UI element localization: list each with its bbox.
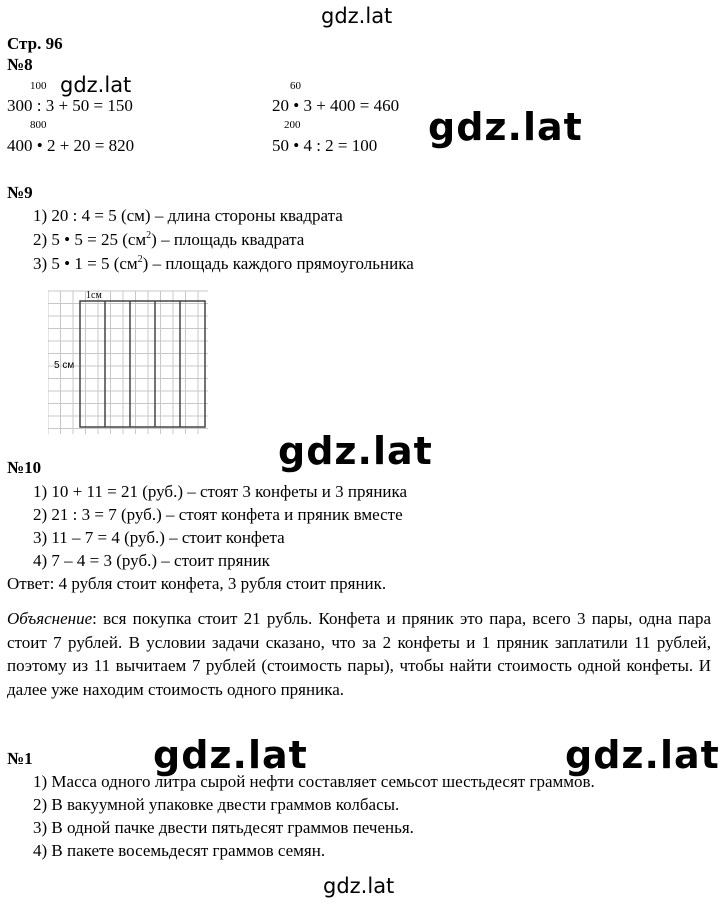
task8-intermediate-3: 60: [290, 80, 301, 92]
task1-sentence-4: 4) В пакете восемьдесят граммов семян.: [33, 841, 326, 860]
task8-equation-4: 50 • 4 : 2 = 100: [272, 136, 378, 155]
task8-intermediate-1: 100: [30, 80, 47, 92]
task8-intermediate-2: 800: [30, 119, 47, 131]
task9-step-3: 3) 5 • 1 = 5 $(см^2)$ – площадь каждого прямоугольника: [33, 254, 414, 273]
task1-number: №1: [7, 749, 33, 768]
watermark-center: gdz.lat: [278, 429, 433, 473]
task8-equation-3: 20 • 3 + 400 = 460: [272, 96, 400, 115]
task9-step-1: 1) 20 : 4 = 5 (см) – длина стороны квадрата: [33, 206, 343, 225]
watermark-right: gdz.lat: [565, 733, 720, 777]
task8-number: №8: [7, 55, 33, 74]
task8-equation-2: 400 • 2 + 20 = 820: [7, 136, 135, 155]
task10-number: №10: [7, 458, 42, 477]
explanation-text: : вся покупка стоит 21 рубль. Конфета и пряник это пара, всего 3 пары, одна пара стоит 7 рублей. В условии задачи сказано, что за 2 конфеты и 1 пряник заплатили 11 рублей, поэтому из 11 вычитаем 7 рублей (стоимость пары), чтобы найти стоимость одной конфеты. И далее уже находим стоимость одного пряника.: [7, 609, 711, 699]
watermark-large: gdz.lat: [428, 105, 583, 149]
task10-step-1: 1) 10 + 11 = 21 (руб.) – стоят 3 конфеты и 3 пряника: [33, 482, 408, 501]
task10-step-2: 2) 21 : 3 = 7 (руб.) – стоят конфета и пряник вместе: [33, 505, 403, 524]
task1-sentence-3: 3) В одной пачке двести пятьдесят граммов печенья.: [33, 818, 414, 837]
grid-top-label: 1см: [86, 290, 102, 301]
task10-step-4: 4) 7 – 4 = 3 (руб.) – стоит пряник: [33, 551, 270, 570]
watermark-top: gdz.lat: [321, 4, 393, 28]
square-outline: [80, 301, 205, 427]
task9-step-2: 2) 5 • 5 = 25 $(см^2)$ – площадь квадрата: [33, 230, 305, 249]
grid-side-label: 5 см: [54, 360, 75, 371]
task9-number: №9: [7, 183, 33, 202]
watermark-left: gdz.lat: [153, 733, 308, 777]
square-grid-diagram: [48, 286, 213, 436]
task10-explanation: [7, 607, 711, 701]
page-ref: Стр. 96: [7, 34, 63, 53]
task8-intermediate-4: 200: [284, 119, 301, 131]
task1-sentence-1: 1) Масса одного литра сырой нефти составляет семьсот шестьдесят граммов.: [33, 772, 595, 791]
explanation-label: Объяснение: [7, 609, 93, 628]
watermark-small: gdz.lat: [60, 73, 132, 97]
task1-sentence-2: 2) В вакуумной упаковке двести граммов колбасы.: [33, 795, 400, 814]
task8-equation-1: 300 : 3 + 50 = 150: [7, 96, 133, 115]
task10-step-3: 3) 11 – 7 = 4 (руб.) – стоит конфета: [33, 528, 285, 547]
task10-answer: Ответ: 4 рубля стоит конфета, 3 рубля стоит пряник.: [7, 574, 387, 593]
watermark-bottom: gdz.lat: [323, 874, 395, 898]
